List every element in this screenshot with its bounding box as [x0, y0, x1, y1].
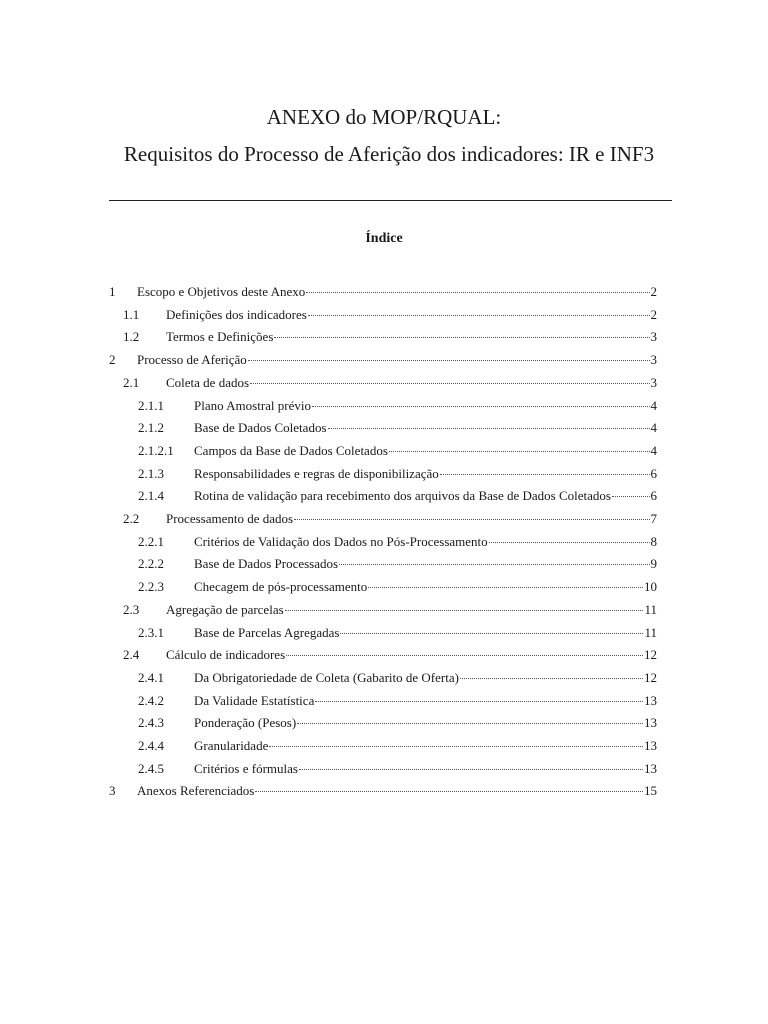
toc-entry-number: 2.4.3 [138, 715, 164, 730]
toc-entry-number: 2.4.1 [138, 670, 164, 685]
toc-entry-number: 1.2 [123, 329, 140, 344]
toc-entry[interactable] [123, 327, 657, 345]
toc-dot-leader [340, 620, 643, 634]
toc-entry-page: 2 [650, 307, 657, 322]
toc-entry-label: Cálculo de indicadores [166, 647, 286, 662]
toc-dot-leader [299, 756, 643, 770]
toc-entry-label: Escopo e Objetivos deste Anexo [137, 284, 306, 299]
toc-entry-page: 4 [650, 398, 657, 413]
toc-entry[interactable] [138, 691, 657, 709]
toc-entry-page: 12 [644, 647, 657, 662]
toc-dot-leader [328, 415, 650, 429]
toc-entry-page: 9 [650, 556, 657, 571]
toc-entry-number: 2.4.5 [138, 761, 164, 776]
toc-entry-label: Base de Dados Coletados [194, 420, 327, 435]
toc-entry[interactable] [138, 736, 657, 754]
toc-entry-label: Base de Dados Processados [194, 556, 339, 571]
toc-entry-label: Termos e Definições [166, 329, 274, 344]
toc-dot-leader [440, 461, 650, 475]
toc-dot-leader [297, 710, 643, 724]
toc-dot-leader [368, 574, 643, 588]
toc-entry-label: Processamento de dados [166, 511, 294, 526]
toc-entry-number: 2.1.3 [138, 466, 164, 481]
toc-entry-page: 12 [644, 670, 657, 685]
toc-entry[interactable] [138, 532, 657, 550]
toc-entry-number: 2 [109, 352, 116, 367]
document-title: ANEXO do MOP/RQUAL: [266, 105, 502, 129]
toc-dot-leader [274, 324, 649, 338]
toc-dot-leader [315, 688, 643, 702]
toc-dot-leader [308, 302, 650, 316]
toc-entry-page: 8 [650, 534, 657, 549]
toc-entry[interactable] [138, 623, 657, 641]
toc-dot-leader [248, 347, 650, 361]
toc-dot-leader [460, 665, 643, 679]
toc-dot-leader [294, 506, 649, 520]
toc-entry[interactable] [138, 396, 657, 414]
toc-entry[interactable] [109, 350, 657, 368]
toc-dot-leader [269, 733, 643, 747]
toc-entry-label: Plano Amostral prévio [194, 398, 311, 413]
toc-entry-number: 2.1 [123, 375, 140, 390]
toc-entry-number: 3 [109, 783, 116, 798]
toc-entry-number: 2.2.2 [138, 556, 164, 571]
toc-entry-page: 11 [644, 602, 657, 617]
toc-entry-label: Critérios de Validação dos Dados no Pós-Processamento [194, 534, 488, 549]
toc-entry-number: 2.1.4 [138, 488, 164, 503]
toc-entry-number: 1 [109, 284, 116, 299]
toc-entry-page: 13 [644, 715, 657, 730]
toc-entry-label: Anexos Referenciados [137, 783, 255, 798]
toc-entry[interactable] [138, 486, 657, 504]
toc-entry-number: 2.1.2 [138, 420, 164, 435]
toc-dot-leader [285, 597, 644, 611]
toc-entry[interactable] [109, 282, 657, 300]
toc-dot-leader [306, 279, 649, 293]
toc-dot-leader [255, 778, 643, 792]
toc-entry-number: 2.2 [123, 511, 140, 526]
toc-entry-page: 7 [650, 511, 657, 526]
toc-entry[interactable] [138, 713, 657, 731]
toc-dot-leader [250, 370, 649, 384]
toc-entry-label: Processo de Aferição [137, 352, 247, 367]
toc-entry-page: 13 [644, 738, 657, 753]
toc-entry[interactable] [123, 600, 657, 618]
toc-entry-label: Critérios e fórmulas [194, 761, 298, 776]
toc-entry[interactable] [123, 373, 657, 391]
toc-entry[interactable] [138, 418, 657, 436]
toc-entry[interactable] [138, 577, 657, 595]
toc-entry-number: 2.1.1 [138, 398, 164, 413]
toc-entry-number: 2.1.2.1 [138, 443, 174, 458]
toc-entry[interactable] [123, 509, 657, 527]
toc-entry-label: Rotina de validação para recebimento dos arquivos da Base de Dados Coletados [194, 488, 611, 503]
toc-entry-number: 2.2.3 [138, 579, 164, 594]
toc-entry-label: Agregação de parcelas [166, 602, 284, 617]
toc-entry-number: 1.1 [123, 307, 140, 322]
toc-entry-number: 2.3 [123, 602, 140, 617]
toc-entry-page: 6 [650, 488, 657, 503]
toc-entry-label: Checagem de pós-processamento [194, 579, 368, 594]
toc-entry-number: 2.4.4 [138, 738, 164, 753]
title-divider [109, 200, 672, 201]
toc-entry[interactable] [138, 464, 657, 482]
toc-dot-leader [286, 642, 643, 656]
toc-entry-page: 3 [650, 352, 657, 367]
toc-dot-leader [612, 483, 650, 497]
document-subtitle: Requisitos do Processo de Aferição dos indicadores: IR e INF3 [123, 142, 655, 166]
toc-entry-label: Granularidade [194, 738, 269, 753]
toc-entry[interactable] [123, 305, 657, 323]
toc-entry-page: 15 [644, 783, 657, 798]
toc-entry[interactable] [138, 668, 657, 686]
toc-entry-page: 4 [650, 443, 657, 458]
toc-entry-number: 2.4.2 [138, 693, 164, 708]
toc-entry-page: 6 [650, 466, 657, 481]
toc-entry-label: Ponderação (Pesos) [194, 715, 297, 730]
toc-entry-number: 2.4 [123, 647, 140, 662]
toc-dot-leader [389, 438, 650, 452]
toc-dot-leader [339, 551, 649, 565]
toc-dot-leader [312, 393, 650, 407]
toc-entry-label: Definições dos indicadores [166, 307, 307, 322]
toc-entry-label: Da Validade Estatística [194, 693, 315, 708]
toc-entry[interactable] [109, 781, 657, 799]
toc-entry-label: Base de Parcelas Agregadas [194, 625, 340, 640]
toc-entry-number: 2.2.1 [138, 534, 164, 549]
toc-entry-page: 4 [650, 420, 657, 435]
toc-entry-label: Campos da Base de Dados Coletados [194, 443, 388, 458]
index-heading: Índice [365, 231, 403, 246]
toc-entry-page: 2 [650, 284, 657, 299]
toc-entry-label: Responsabilidades e regras de disponibilização [194, 466, 439, 481]
toc-entry-number: 2.3.1 [138, 625, 164, 640]
toc-dot-leader [489, 529, 650, 543]
toc-entry-page: 3 [650, 329, 657, 344]
toc-entry-label: Da Obrigatoriedade de Coleta (Gabarito de Oferta) [194, 670, 459, 685]
toc-entry-page: 13 [644, 693, 657, 708]
toc-entry[interactable] [123, 645, 657, 663]
toc-entry[interactable] [138, 441, 657, 459]
toc-entry-page: 13 [644, 761, 657, 776]
toc-entry[interactable] [138, 759, 657, 777]
toc-entry-page: 11 [644, 625, 657, 640]
toc-entry-page: 10 [644, 579, 657, 594]
toc-entry-label: Coleta de dados [166, 375, 250, 390]
toc-entry-page: 3 [650, 375, 657, 390]
toc-entry[interactable] [138, 554, 657, 572]
